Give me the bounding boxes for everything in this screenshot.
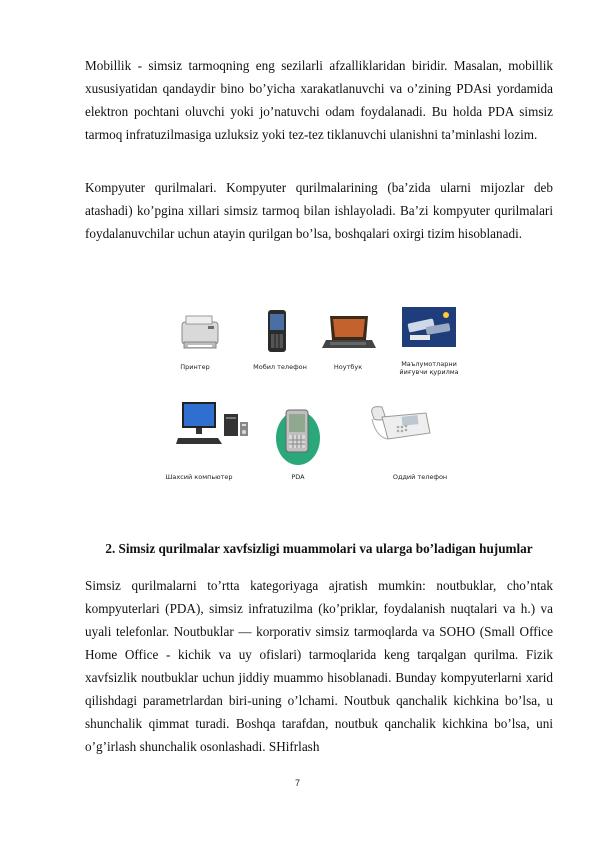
pda-label: PDA (291, 473, 305, 481)
paragraph-mobility: Mobillik - simsiz tarmoqning eng sezilarli afzalliklaridan biridir. Masalan, mobillik xususiyatidan qandaydir bino bo’yicha xarakatlanuvchi va o’zining PDAsi yordamida elektron pochtani oluvchi yoki jo’natuvchi odam foydalanadi. Bu holda PDA simsiz tarmoq infratuzilmasiga uzluksiz yoki tez-tez tiklanuvchi ulanishni ta’minlashi lozim. (85, 58, 553, 142)
data-collector-label: Маълумотларни йиғувчи қурилма (399, 360, 459, 376)
personal-computer-label: Шахсий компьютер (165, 473, 233, 481)
section-heading: 2. Simsiz qurilmalar xavfsizligi muammolari va ularga bo’ladigan hujumlar (105, 541, 533, 556)
personal-computer-image (176, 400, 256, 451)
telephone-label: Оддий телефон (392, 473, 448, 481)
notebook-image (320, 314, 376, 359)
pda-image (275, 404, 321, 471)
telephone-image (368, 403, 432, 450)
data-collector-image (400, 305, 458, 354)
paragraph-device-categories: Simsiz qurilmalarni to’rtta kategoriyaga ajratish mumkin: noutbuklar, cho’ntak kompyuterlari (PDA), simsiz infratuzilma (ko’priklar, foydalanish nuqtalari va h.) va uyali telefonlar. Noutbuklar — korporativ simsiz tarmoqlarda va SOHO (Small Office Home Office - kichik va uy ofislari) tarmoqlarida keng tarqalgan qurilma. Fizik xavfsizlik noutbuklar uchun jiddiy muammo hisoblanadi. Bunday kompyuterlarni xarid qilishdagi parametrlardan biri-uning o’lchami. Noutbuk qanchalik kichkina bo’lsa, u shunchalik qimmat turadi. Boshqa tarafdan, noutbuk qanchalik kichkina bo’lsa, uni o’g’irlash shunchalik osonlashadi. SHifrlash (85, 578, 553, 754)
notebook-label: Ноутбук (333, 363, 363, 371)
page-number: 7 (294, 778, 300, 788)
printer-image (178, 312, 222, 361)
devices-figure (165, 300, 470, 500)
paragraph-computer-devices: Kompyuter qurilmalari. Kompyuter qurilmalarining (ba’zida ularni mijozlar deb atashadi) ko’pgina xillari simsiz tarmoq bilan ishlayoladi. Ba’zi kompyuter qurilmalari foydalanuvchilar uchun atayin qurilgan bo’lsa, boshqalari oxirgi tizim hisoblanadi. (85, 180, 553, 241)
mobile-phone-label: Мобил телефон (253, 363, 307, 371)
printer-label: Принтер (180, 363, 210, 371)
mobile-phone-image (262, 308, 292, 359)
